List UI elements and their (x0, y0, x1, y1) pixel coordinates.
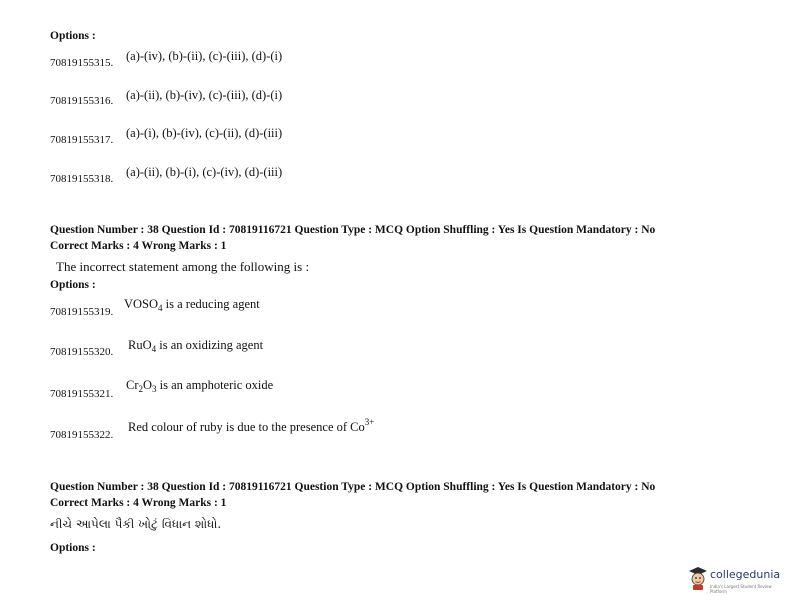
option-id: 70819155315. (50, 57, 114, 69)
logo-tagline: India's Largest Student Review Platform (710, 584, 772, 594)
option-text: (a)-(ii), (b)-(iv), (c)-(iii), (d)-(i) (126, 88, 283, 102)
marks-line: Correct Marks : 4 Wrong Marks : 1 (50, 240, 227, 252)
options-label: Options : (50, 30, 96, 42)
options-label: Options : (50, 279, 96, 291)
option-text: RuO$_4$ is an oxidizing agent (128, 338, 264, 354)
option-text: $VOSO_4$ is a reducing agent (124, 297, 260, 313)
question-text-gujarati: નીચે આપેલા પૈકી ખોટું વિધાન શોધો. (50, 517, 222, 531)
collegedunia-logo (688, 565, 788, 595)
options-label: Options : (50, 542, 96, 554)
question-header: Question Number : 38 Question Id : 70819116721 Question Type : MCQ Option Shuffling : Yes Is Question Mandatory : No (50, 224, 656, 236)
logo-wordmark: collegedunia (710, 568, 781, 581)
option-id: 70819155316. (50, 95, 114, 107)
question-header: Question Number : 38 Question Id : 70819116721 Question Type : MCQ Option Shuffling : Yes Is Question Mandatory : No (50, 481, 656, 493)
option-id: 70819155317. (50, 134, 114, 146)
question-text: The incorrect statement among the following is : (56, 259, 310, 274)
option-text: (a)-(i), (b)-(iv), (c)-(ii), (d)-(iii) (126, 126, 283, 140)
option-id: 70819155322. (50, 429, 114, 441)
graduate-mascot-icon (688, 565, 708, 591)
option-text: Red colour of ruby is due to the presence of $Co^{3+}$ (128, 417, 375, 434)
option-id: 70819155319. (50, 306, 114, 318)
option-text: $Cr_2O_3$ is an amphoteric oxide (126, 378, 274, 394)
marks-line: Correct Marks : 4 Wrong Marks : 1 (50, 497, 227, 509)
option-text: (a)-(ii), (b)-(i), (c)-(iv), (d)-(iii) (126, 165, 283, 179)
option-id: 70819155321. (50, 388, 114, 400)
option-id: 70819155318. (50, 173, 114, 185)
option-text: (a)-(iv), (b)-(ii), (c)-(iii), (d)-(i) (126, 49, 283, 63)
option-id: 70819155320. (50, 346, 114, 358)
